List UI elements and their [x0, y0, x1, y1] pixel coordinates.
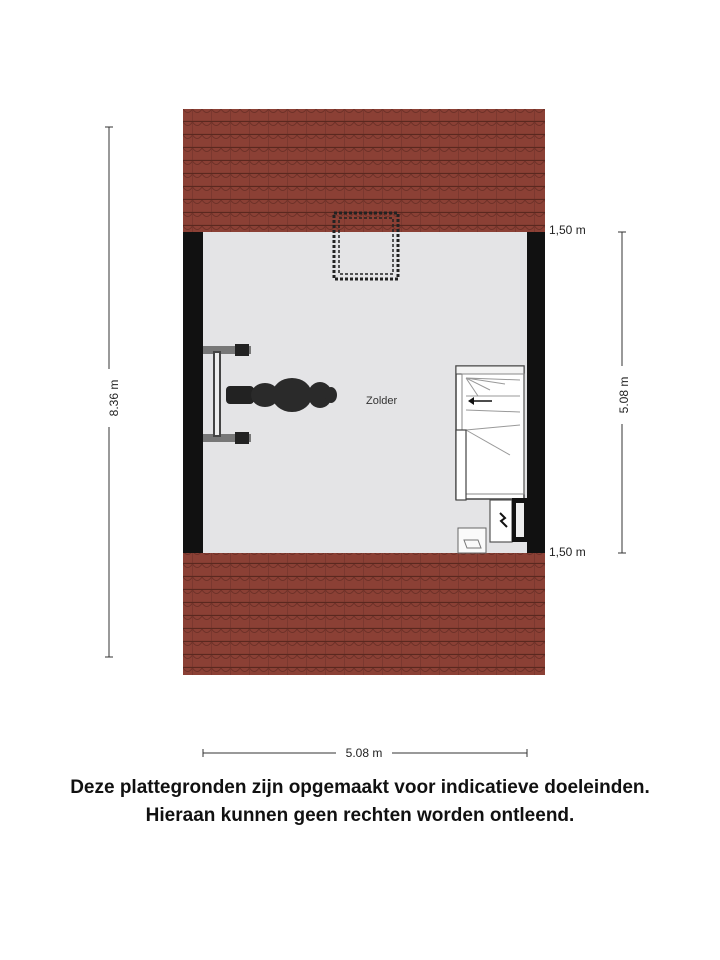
dimension-inner-depth-label: 5.08 m	[617, 376, 631, 414]
disclaimer-line-1: Deze plattegronden zijn opgemaakt voor indicatieve doeleinden.	[70, 777, 650, 798]
wall-left	[183, 232, 203, 553]
wall-right	[527, 232, 545, 553]
roof-bottom	[183, 553, 545, 675]
dimension-width	[203, 746, 527, 760]
staircase	[456, 366, 524, 500]
dimension-total-depth-label: 8.36 m	[107, 379, 121, 417]
dimension-width-label: 5.08 m	[345, 746, 383, 760]
room-label: Zolder	[366, 395, 398, 407]
disclaimer-line-2: Hieraan kunnen geen rechten worden ontleend.	[145, 805, 575, 826]
appliance	[458, 528, 486, 553]
heating-unit	[490, 498, 527, 542]
dimension-knee-bottom-label: 1,50 m	[549, 545, 586, 559]
dimension-total-depth	[105, 127, 121, 657]
dimension-inner-depth	[617, 232, 631, 553]
dimension-knee-top-label: 1,50 m	[549, 223, 586, 237]
